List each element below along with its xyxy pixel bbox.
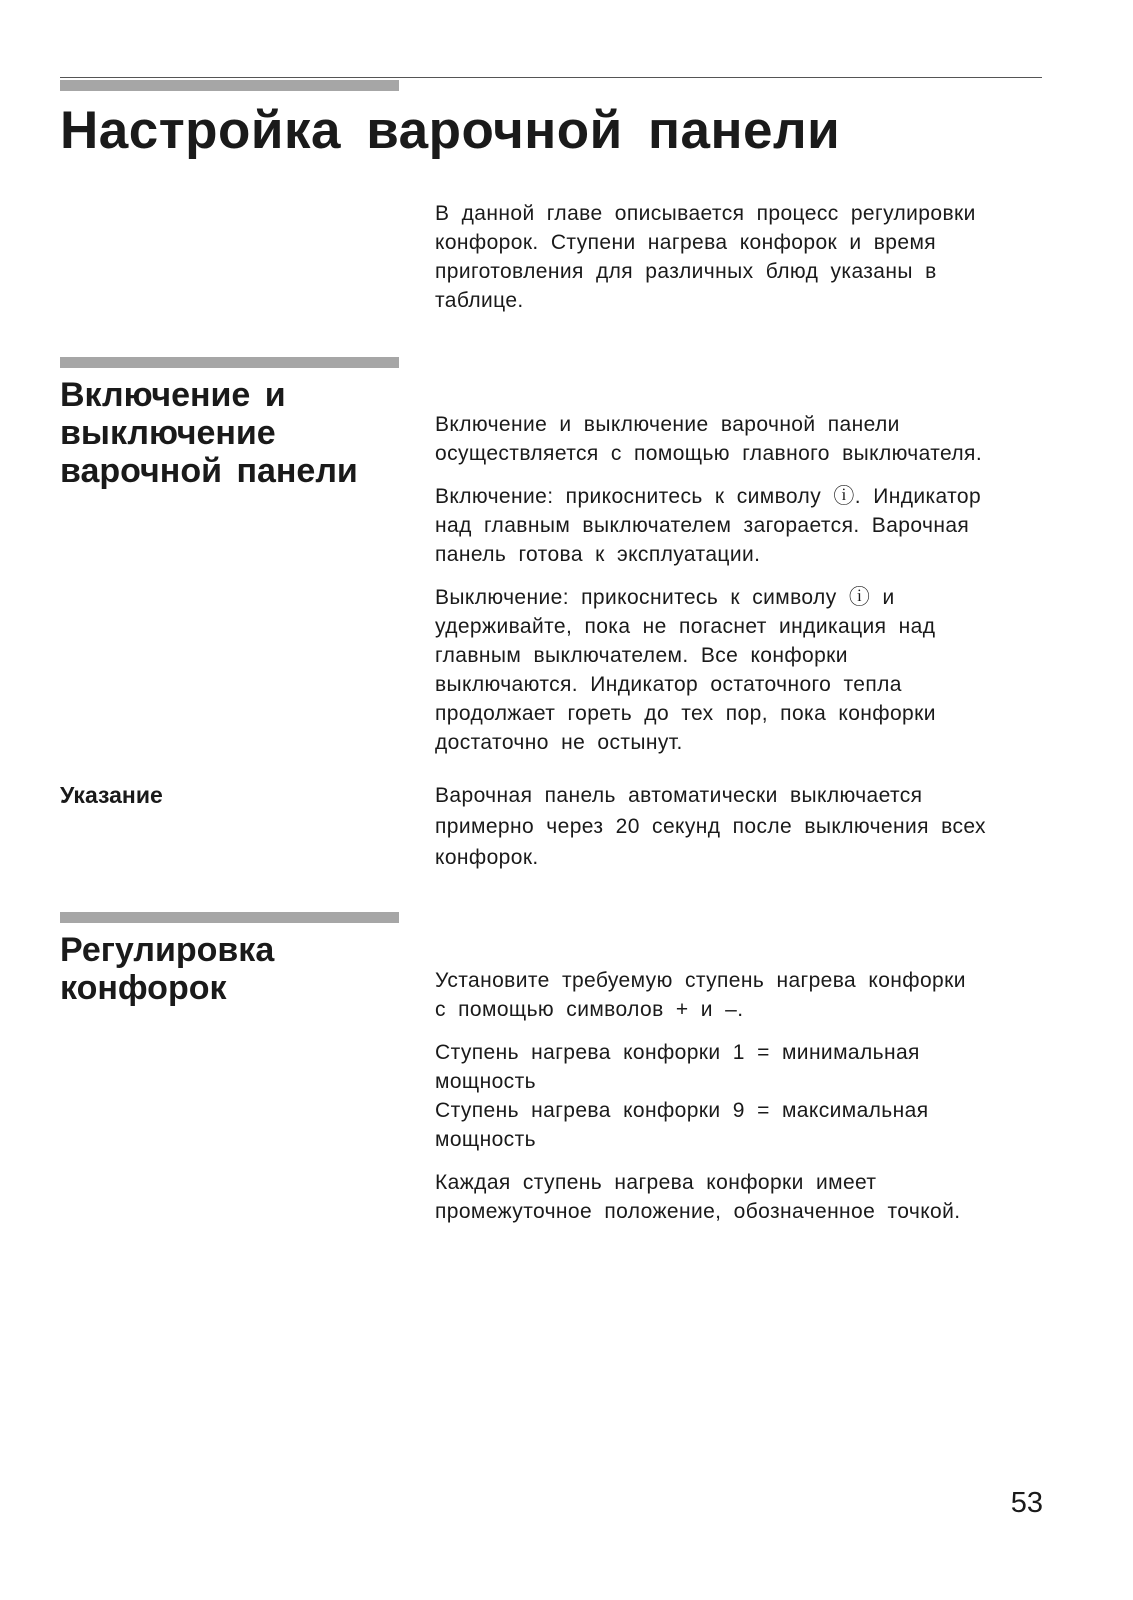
intro-paragraph: В данной главе описывается процесс регулировки конфорок. Ступени нагрева конфорок и время приготовления для различных блюд указаны в таблице.: [435, 202, 976, 312]
note-label: Указание: [60, 782, 163, 808]
note-block: [435, 780, 1055, 873]
on-off-paragraph-2: Включение: прикоснитесь к символу ⓘ. Индикатор над главным выключателем загорается. Варочная панель готова к эксплуатации.: [435, 485, 982, 566]
page-title: Настройка варочной панели: [60, 101, 841, 160]
regulate-paragraph-1: Установите требуемую ступень нагрева конфорки с помощью символов + и –.: [435, 969, 966, 1021]
section-on-off-heading: Включение и выключение варочной панели: [60, 376, 358, 490]
regulate-paragraph-2a: Ступень нагрева конфорки 1 = минимальная мощность: [435, 1041, 920, 1093]
regulate-paragraph-3: Каждая ступень нагрева конфорки имеет промежуточное положение, обозначенное точкой.: [435, 1171, 961, 1223]
regulate-paragraph-2b: Ступень нагрева конфорки 9 = максимальная мощность: [435, 1099, 929, 1151]
title-rule-line: [60, 77, 1042, 78]
section-regulate-rule: [60, 912, 399, 923]
section-on-off-body: [435, 410, 1055, 771]
title-rule-bar: [60, 80, 399, 91]
on-off-paragraph-3: Выключение: прикоснитесь к символу ⓘ и удерживайте, пока не погаснет индикация над главным выключателем. Все конфорки выключаются. Индикатор остаточного тепла продолжает гореть до тех пор, пока конфорки достаточно не остынут.: [435, 586, 936, 754]
intro-block: [435, 199, 1055, 315]
section-regulate-heading: Регулировка конфорок: [60, 931, 275, 1007]
section-on-off-rule: [60, 357, 399, 368]
section-regulate-body: [435, 966, 1055, 1240]
on-off-paragraph-1: Включение и выключение варочной панели осуществляется с помощью главного выключателя.: [435, 413, 983, 465]
page-number: 53: [1010, 1487, 1043, 1519]
note-text: Варочная панель автоматически выключается примерно через 20 секунд после выключения всех конфорок.: [435, 784, 986, 869]
